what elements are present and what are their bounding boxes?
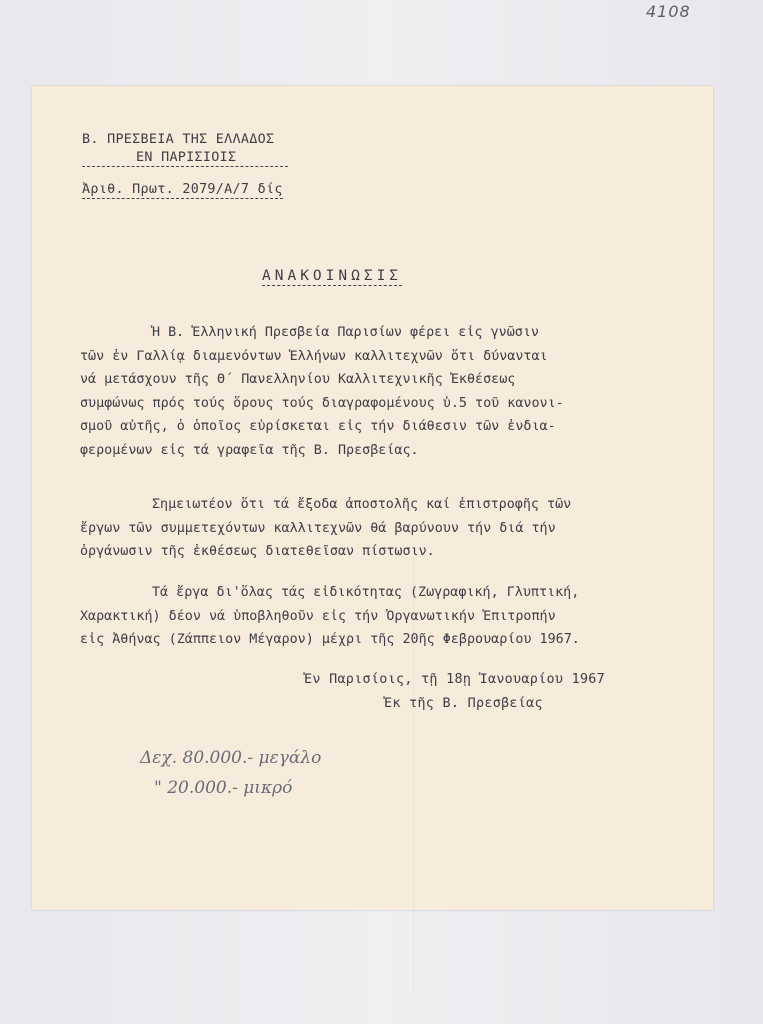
paragraph-line: συμφώνως πρός τούς ὅρους τούς διαγραφομένους ὑ.5 τοῦ κανονι- [80,395,564,411]
embassy-location: ΕΝ ΠΑΡΙΣΙΟΙΣ [82,150,288,167]
handwritten-note-line-2: " 20.000.- μικρό [154,778,293,798]
paragraph-3 [80,581,680,652]
paragraph-line: σμοῦ αὐτῆς, ὁ ὁποῖος εὑρίσκεται εἰς τήν διάθεσιν τῶν ἐνδια- [80,419,556,434]
paragraph-line: Σημειωτέον ὅτι τά ἔξοδα ἀποστολῆς καί ἐπιστροφῆς τῶν [152,497,572,512]
document-page [32,86,713,910]
paragraph-line: ὀργάνωσιν τῆς ἐκθέσεως διατεθεῖσαν πίστωσιν. [80,544,435,559]
paragraph-line: Τά ἔργα δι'ὅλας τάς εἰδικότητας (Ζωγραφική, Γλυπτική, [152,585,580,600]
sender: Ἐκ τῆς Β. Πρεσβείας [384,696,543,711]
paragraph-line: Χαρακτική) δέον νά ὑποβληθοῦν εἰς τήν Ὀργανωτικήν Ἐπιτροπήν [80,608,556,624]
archive-number: 4108 [646,2,691,21]
place-and-date: Ἐν Παρισίοις, τῇ 18ῃ Ἰανουαρίου 1967 [304,672,606,687]
paragraph-line: Ἡ Β. Ἑλληνική Πρεσβεία Παρισίων φέρει εἰς γνῶσιν [152,325,539,340]
paragraph-line: φερομένων εἰς τά γραφεῖα τῆς Β. Πρεσβείας. [80,442,419,458]
paragraph-line: τῶν ἐν Γαλλίᾳ διαμενόντων Ἑλλήνων καλλιτεχνῶν ὅτι δύνανται [80,348,548,364]
embassy-name: Β. ΠΡΕΣΒΕΙΑ ΤΗΣ ΕΛΛΑΔΟΣ [82,132,275,147]
paragraph-1 [80,321,680,462]
document-title: ΑΝΑΚΟΙΝΩΣΙΣ [262,268,403,284]
protocol-number: Ἀριθ. Πρωτ. 2079/Α/7 δίς [82,182,283,197]
paragraph-line: ἔργων τῶν συμμετεχόντων καλλιτεχνῶν θά βαρύνουν τήν διά τήν [80,520,556,536]
handwritten-note-line-1: Δεχ. 80.000.- μεγάλο [140,748,322,768]
paragraph-line: εἰς Ἀθήνας (Ζάππειον Μέγαρον) μέχρι τῆς 20ῆς Φεβρουαρίου 1967. [80,632,580,647]
paragraph-line: νά μετάσχουν τῆς Θ΄ Πανελληνίου Καλλιτεχνικῆς Ἐκθέσεως [80,372,516,387]
paragraph-2 [80,493,680,564]
